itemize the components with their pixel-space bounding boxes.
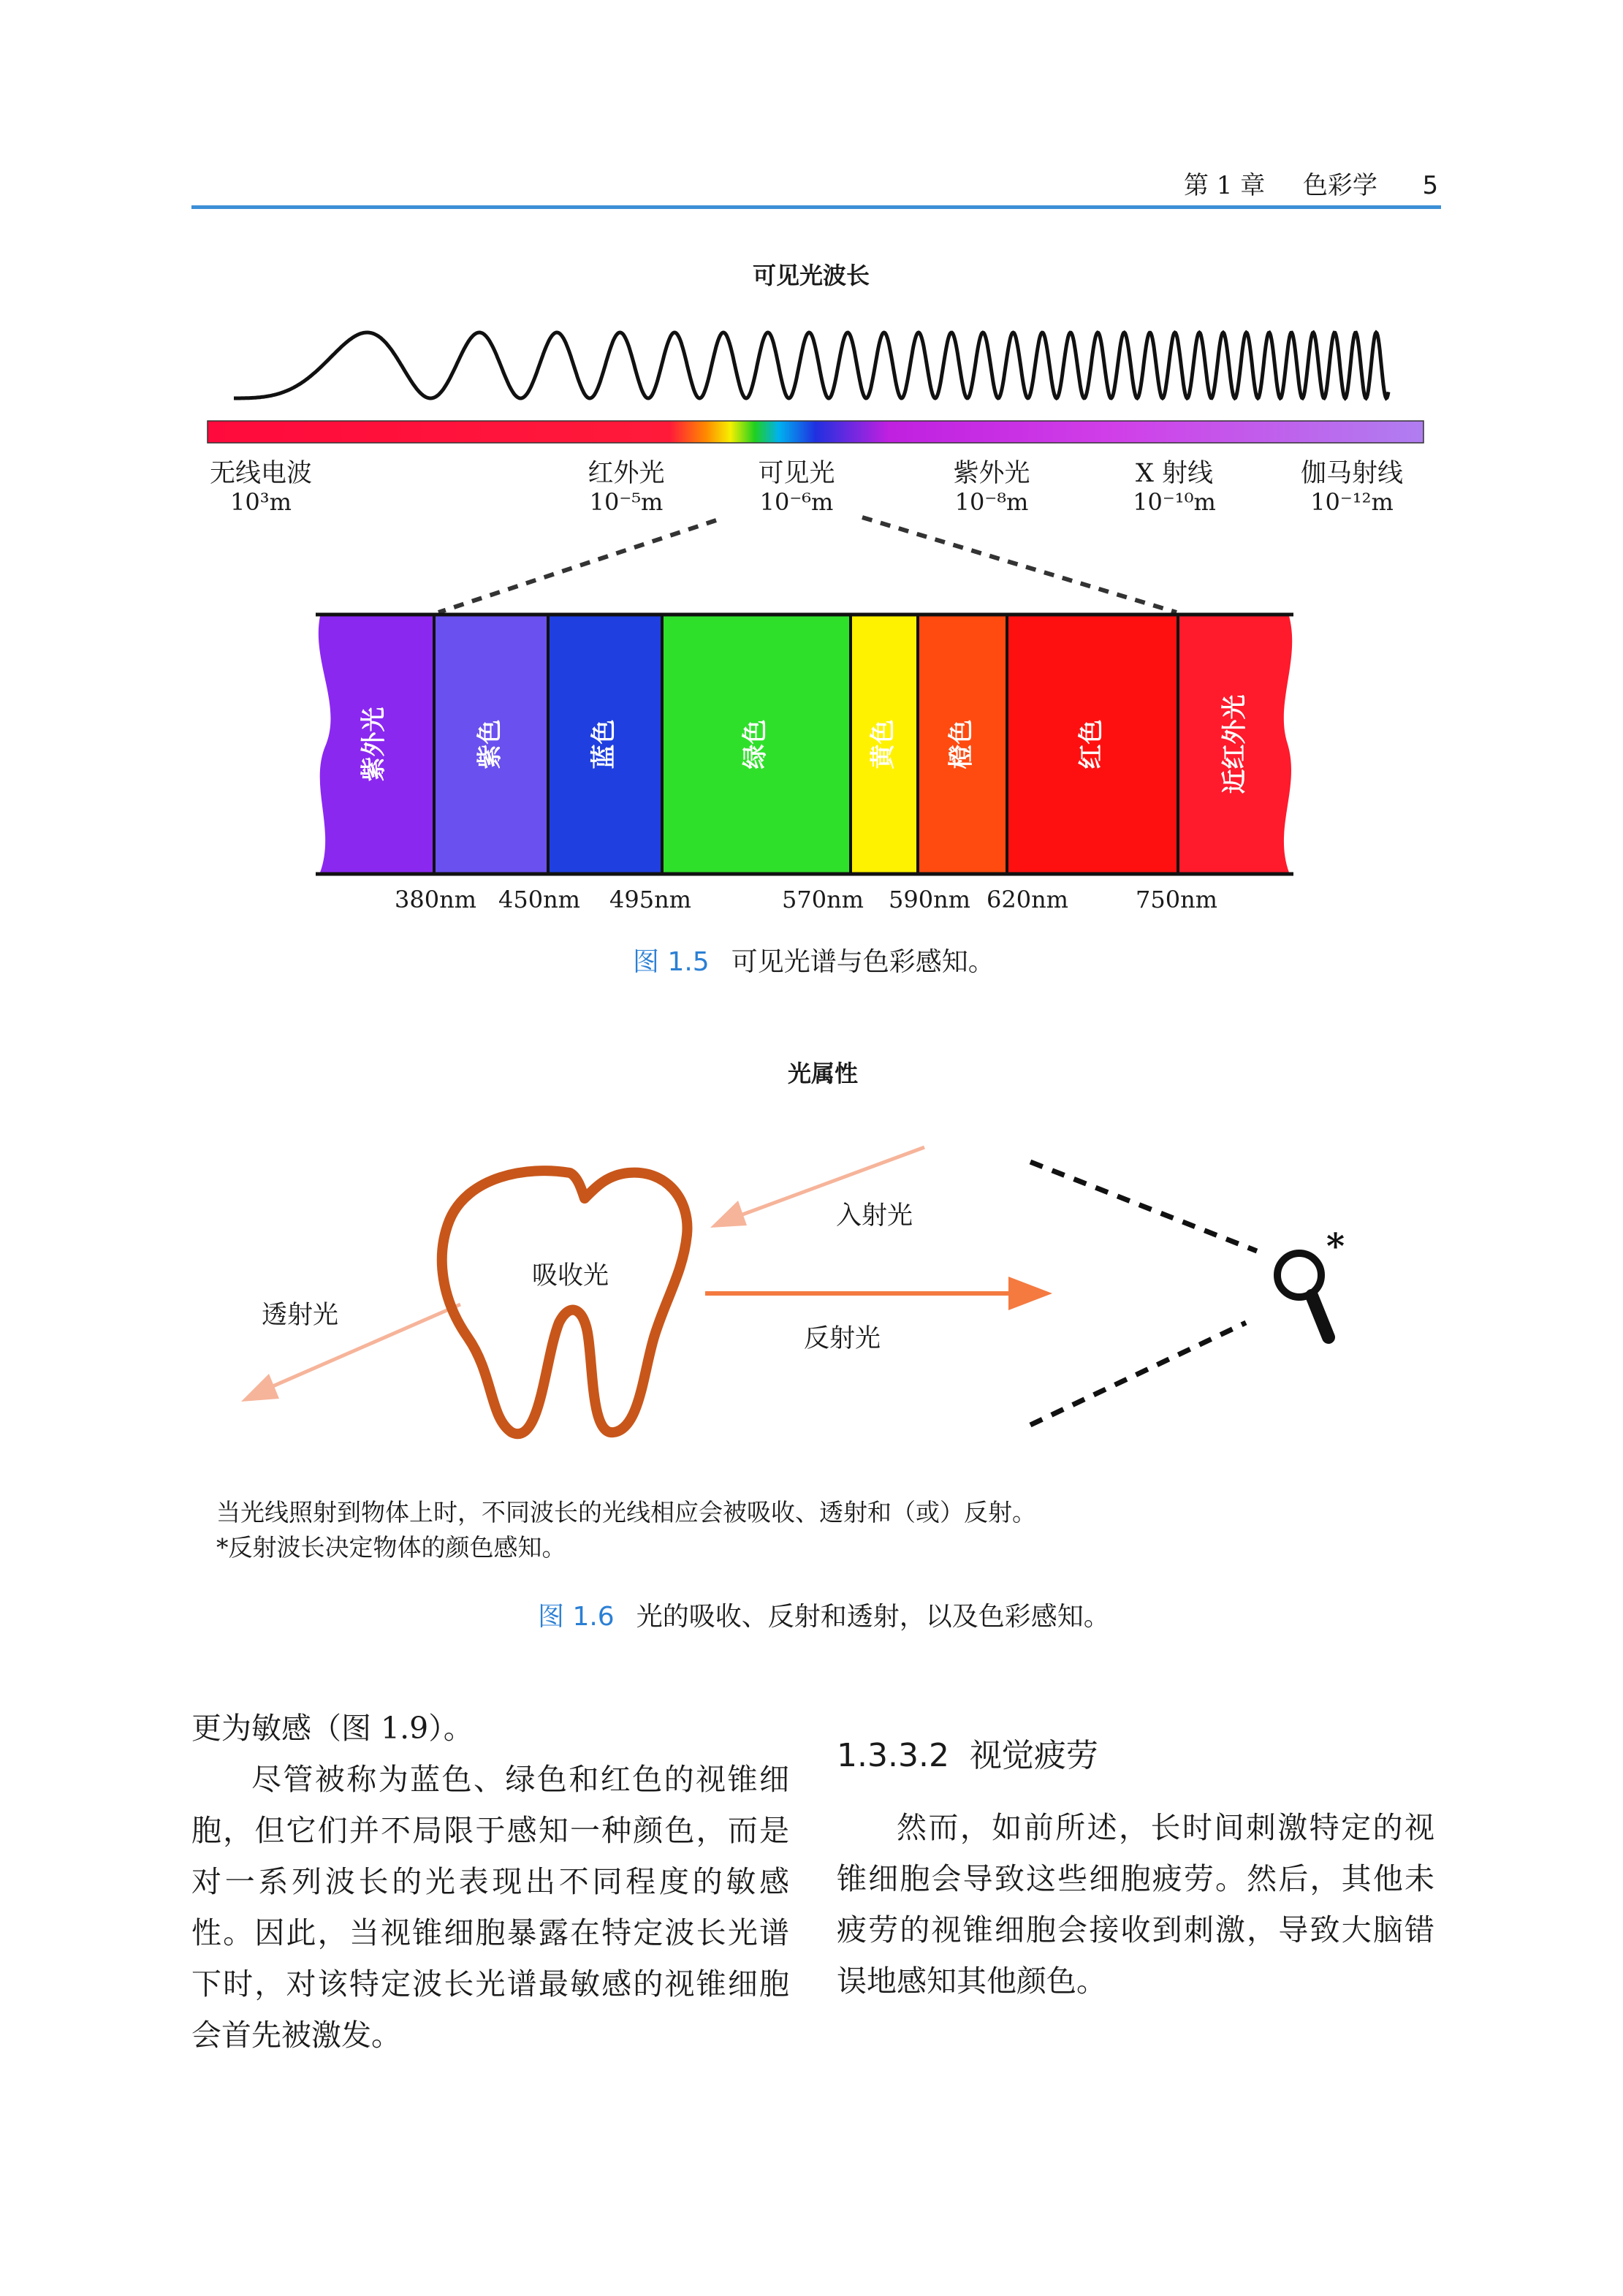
nm-620: 620nm: [986, 886, 1069, 913]
figure-1-5-caption-text: 可见光谱与色彩感知。: [731, 947, 995, 977]
em-value-radio: 10³m: [230, 488, 292, 516]
figure-1-6-note-1: 当光线照射到物体上时，不同波长的光线相应会被吸收、透射和（或）反射。: [216, 1498, 1036, 1527]
em-value-visible: 10⁻⁶m: [759, 488, 834, 516]
sight-line-top: [1030, 1162, 1257, 1251]
section-heading: 1.3.3.2 视觉疲劳: [837, 1737, 1098, 1774]
left-paragraph-2: 尽管被称为蓝色、绿色和红色的视锥细胞，但它们并不局限于感知一种颜色，而是对一系列波长的光表现出不同程度的敏感性。因此，当视锥细胞暴露在特定波长光谱下时，对该特定波长光谱最敏感的视锥细胞会首先被激发。: [191, 1762, 789, 2053]
spectrum-band-label: 近红外光: [1220, 694, 1250, 794]
em-label-gamma: 伽马射线: [1300, 459, 1403, 488]
em-label-visible: 可见光: [758, 459, 835, 488]
figure-1-6-caption: [538, 1596, 1110, 1633]
nm-495: 495nm: [609, 886, 692, 913]
nm-450: 450nm: [498, 886, 581, 913]
label-transmitted: 透射光: [262, 1301, 339, 1330]
left-column: [191, 1703, 789, 2061]
em-value-xray: 10⁻¹⁰m: [1133, 488, 1216, 516]
figure-1-5-caption: [633, 941, 995, 978]
right-paragraph-1: 然而，如前所述，长时间刺激特定的视锥细胞会导致这些细胞疲劳。然后，其他未疲劳的视锥细胞会接收到刺激，导致大脑错误地感知其他颜色。: [837, 1810, 1434, 1999]
transmitted-arrowhead: [241, 1374, 279, 1402]
em-label-xray: X 射线: [1135, 459, 1214, 488]
figure-1-6-caption-text: 光的吸收、反射和透射，以及色彩感知。: [636, 1602, 1110, 1632]
em-label-radio: 无线电波: [209, 459, 312, 488]
spectrum-band-label: 橙色: [946, 719, 976, 769]
label-absorbed: 吸收光: [532, 1261, 609, 1290]
page-number: 5: [1422, 171, 1439, 200]
label-reflected: 反射光: [804, 1324, 881, 1353]
em-value-gamma: 10⁻¹²m: [1310, 488, 1394, 516]
figure-1-6-graphic: [0, 1096, 1623, 1461]
wavelength-wave: [234, 332, 1388, 398]
sight-line-bottom: [1030, 1323, 1246, 1425]
spectrum-band-label: 蓝色: [589, 719, 619, 769]
spectrum-band-label: 紫外光: [359, 707, 389, 782]
nm-750: 750nm: [1135, 886, 1218, 913]
figure-1-5-title: 可见光波长: [752, 262, 870, 289]
visible-spectrum-bands: [319, 616, 1292, 873]
em-spectrum-bar: [208, 421, 1424, 443]
zoom-line-right: [862, 517, 1177, 612]
spectrum-band-label: 紫色: [475, 719, 505, 769]
chapter-title: 色彩学: [1302, 171, 1377, 200]
magnifier-icon: [1277, 1253, 1329, 1337]
em-label-infrared: 红外光: [588, 459, 665, 488]
nm-570: 570nm: [781, 886, 864, 913]
spectrum-band-label: 绿色: [740, 719, 770, 769]
tooth-icon: [442, 1171, 688, 1434]
reflected-arrowhead: [1008, 1277, 1052, 1310]
figure-1-6-number: 图 1.6: [538, 1602, 615, 1632]
figure-1-6-title: 光属性: [787, 1060, 858, 1087]
figure-1-5-number: 图 1.5: [633, 947, 710, 977]
nm-380: 380nm: [394, 886, 477, 913]
incident-arrowhead: [710, 1201, 747, 1228]
zoom-line-left: [438, 520, 716, 612]
chapter-number: 第 1 章: [1184, 171, 1266, 200]
label-incident: 入射光: [836, 1201, 913, 1231]
em-value-ultraviolet: 10⁻⁸m: [954, 488, 1029, 516]
left-paragraph-1: 更为敏感（图 1.9）。: [191, 1711, 474, 1746]
right-column: [837, 1802, 1434, 2007]
em-value-infrared: 10⁻⁵m: [589, 488, 664, 516]
spectrum-band-label: 黄色: [868, 719, 898, 769]
spectrum-band-label: 红色: [1076, 719, 1106, 769]
nm-590: 590nm: [888, 886, 971, 913]
em-label-ultraviolet: 紫外光: [953, 459, 1030, 488]
asterisk-mark: *: [1326, 1226, 1345, 1267]
figure-1-6-note-2: *反射波长决定物体的颜色感知。: [216, 1533, 566, 1562]
